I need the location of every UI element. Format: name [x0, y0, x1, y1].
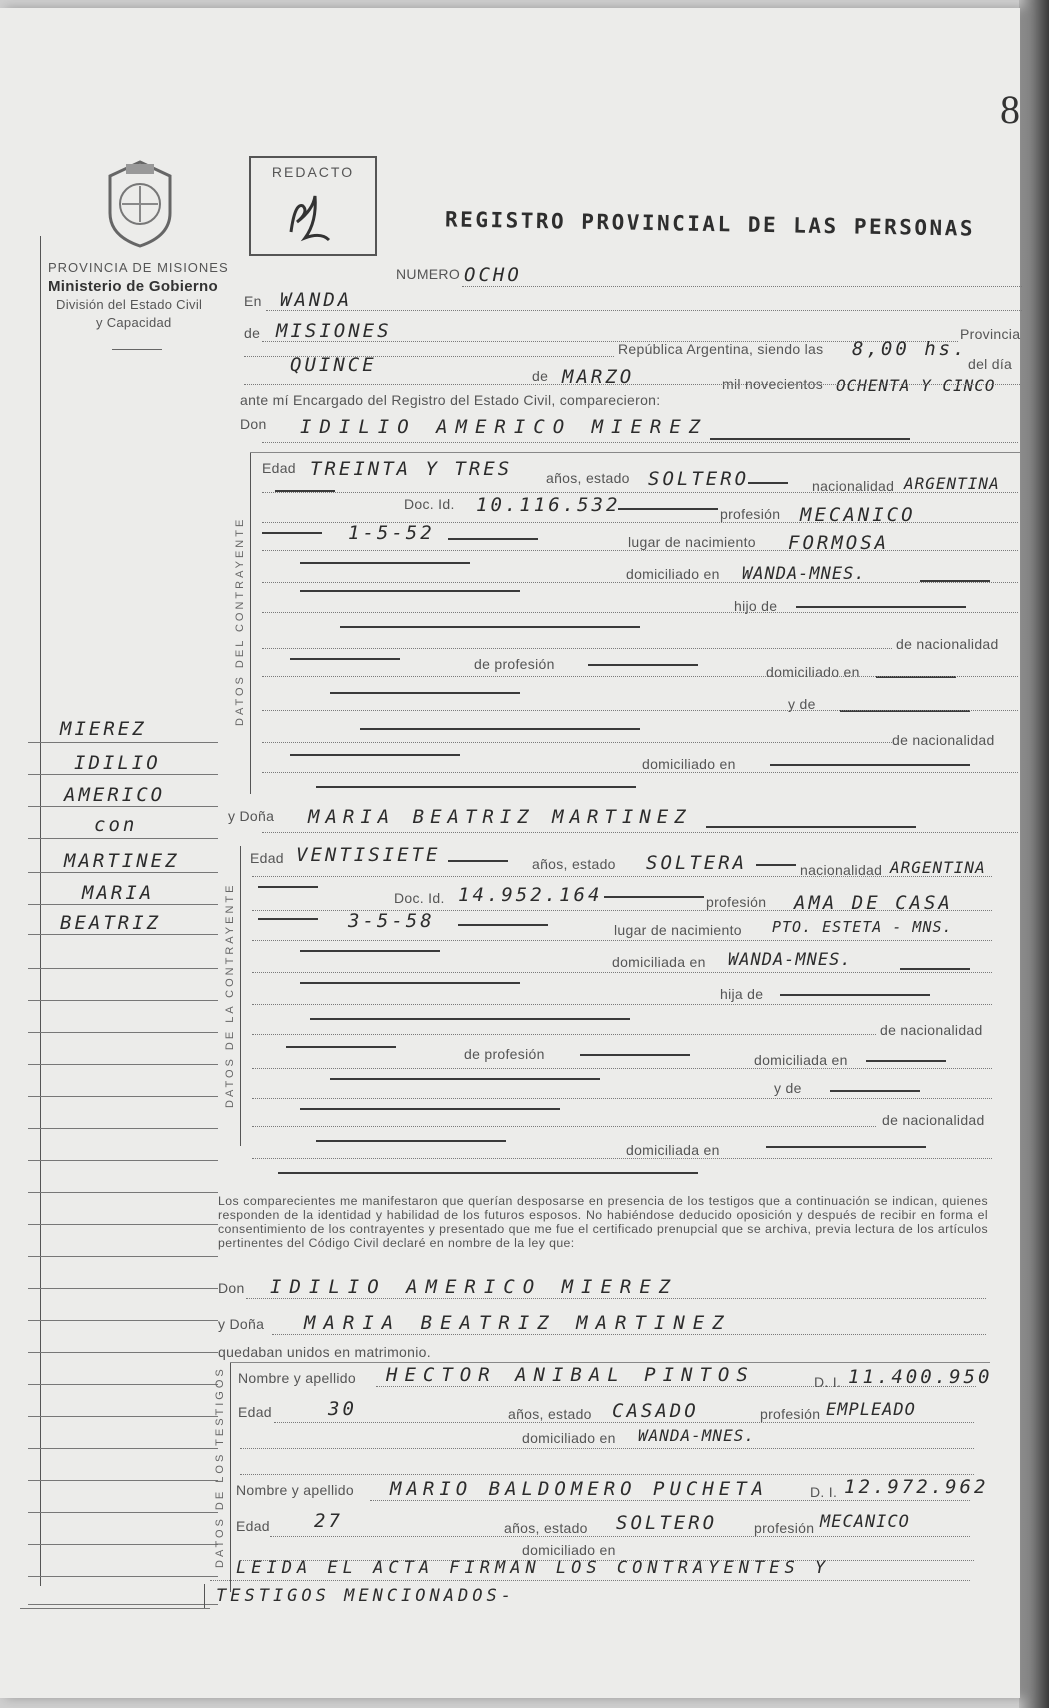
- contrayente-doc: 10.116.532: [476, 494, 621, 516]
- t2-anios-estado-label: años, estado: [504, 1520, 588, 1536]
- numero-label: NUMERO: [396, 266, 461, 282]
- t1-nombre: HECTOR ANIBAL PINTOS: [386, 1364, 755, 1386]
- contrayente-profesion: MECANICO: [800, 504, 916, 526]
- t2-edad: 27: [314, 1510, 343, 1532]
- contrayente-profesion-label: profesión: [720, 506, 781, 522]
- page-number: 8: [1000, 87, 1020, 132]
- testigos-bracket: [230, 1362, 231, 1592]
- t2-nombre-label: Nombre y apellido: [236, 1482, 354, 1498]
- numero-value: OCHO: [464, 264, 522, 286]
- contrayenta-de-nac-label-2: de nacionalidad: [882, 1112, 985, 1128]
- contrayenta-y-de-label: y de: [774, 1080, 802, 1096]
- institution-province: PROVINCIA DE MISIONES: [48, 260, 229, 275]
- unidos-text: quedaban unidos en matrimonio.: [218, 1344, 431, 1360]
- margin-note-2: IDILIO: [74, 752, 161, 774]
- contrayente-estado: SOLTERO: [648, 468, 750, 490]
- mes-value: MARZO: [562, 366, 635, 388]
- mil-label: mil novecientos: [722, 376, 823, 392]
- contrayente-fecha-nac: 1-5-52: [348, 522, 435, 544]
- contrayente-anios-estado-label: años, estado: [546, 470, 630, 486]
- t1-edad-label: Edad: [238, 1404, 272, 1420]
- contrayente-y-de-label: y de: [788, 696, 816, 712]
- contrayenta-edad-label: Edad: [250, 850, 284, 866]
- contrayenta-profesion: AMA DE CASA: [794, 892, 953, 914]
- contrayente-hijo-label: hijo de: [734, 598, 778, 614]
- provincial-emblem: [100, 158, 180, 253]
- contrayenta-profesion-label: profesión: [706, 894, 767, 910]
- t2-di-label: D. I.: [810, 1484, 838, 1500]
- margin-note-7: BEATRIZ: [60, 912, 162, 934]
- redacto-stamp: [249, 156, 377, 256]
- dona-label: y Doña: [228, 808, 275, 824]
- t1-di-label: D. I.: [814, 1374, 842, 1390]
- de-label: de: [244, 325, 261, 341]
- t1-di: 11.400.950: [848, 1366, 993, 1388]
- contrayente-nombre: IDILIO AMERICO MIEREZ: [300, 416, 709, 438]
- book-spine: [1019, 0, 1049, 1708]
- contrayente-edad-label: Edad: [262, 460, 296, 476]
- contrayenta-domicilio-label: domiciliada en: [612, 954, 706, 970]
- hora-value: 8,00 hs.: [852, 338, 968, 360]
- redacto-label: REDACTO: [271, 164, 355, 180]
- contrayente-de-nac-label-1: de nacionalidad: [896, 636, 999, 652]
- margin-note-3: AMERICO: [64, 784, 166, 806]
- contrayenta-dom-label-2: domiciliada en: [626, 1142, 720, 1158]
- contrayente-side-label: DATOS DEL CONTRAYENTE: [234, 516, 246, 726]
- contrayente-domicilio-label: domiciliado en: [626, 566, 720, 582]
- declaration-don-value: IDILIO AMERICO MIEREZ: [270, 1276, 679, 1298]
- t1-anios-estado-label: años, estado: [508, 1406, 592, 1422]
- declaration-dona-value: MARIA BEATRIZ MARTINEZ: [304, 1312, 732, 1334]
- margin-note-1: MIEREZ: [60, 718, 147, 740]
- de-mes-label: de: [532, 368, 549, 384]
- contrayente-edad: TREINTA Y TRES: [310, 458, 513, 480]
- contrayenta-fecha-nac: 3-5-58: [348, 910, 435, 932]
- contrayente-domicilio: WANDA-MNES.: [742, 564, 866, 584]
- contrayenta-lugar-label: lugar de nacimiento: [614, 922, 742, 938]
- contrayenta-nacionalidad: ARGENTINA: [890, 858, 986, 877]
- contrayenta-edad: VENTISIETE: [296, 844, 441, 866]
- contrayenta-nombre: MARIA BEATRIZ MARTINEZ: [308, 806, 692, 828]
- contrayente-lugar-label: lugar de nacimiento: [628, 534, 756, 550]
- t1-profesion-label: profesión: [760, 1406, 821, 1422]
- contrayenta-hija-label: hija de: [720, 986, 764, 1002]
- contrayenta-side-label: DATOS DE LA CONTRAYENTE: [224, 882, 236, 1108]
- register-page: [0, 8, 1020, 1698]
- provincia-label: Provincia: [960, 326, 1021, 342]
- page-title: REGISTRO PROVINCIAL DE LAS PERSONAS: [444, 207, 976, 241]
- declaration-dona-label: y Doña: [218, 1316, 265, 1332]
- contrayenta-anios-estado-label: años, estado: [532, 856, 616, 872]
- contrayente-dom-label: domiciliado en: [766, 664, 860, 680]
- testigos-side-label: DATOS DE LOS TESTIGOS: [214, 1366, 226, 1568]
- en-label: En: [244, 293, 262, 309]
- closing-line-2: TESTIGOS MENCIONADOS-: [216, 1586, 515, 1606]
- dia-value: QUINCE: [290, 354, 377, 376]
- t2-estado: SOLTERO: [616, 1512, 718, 1534]
- de-value: MISIONES: [276, 320, 392, 342]
- contrayente-doc-label: Doc. Id.: [404, 496, 455, 512]
- del-dia-label: del día: [968, 356, 1013, 372]
- contrayenta-bracket: [240, 846, 241, 1146]
- institution-capacity: y Capacidad: [96, 315, 172, 330]
- contrayenta-doc: 14.952.164: [458, 884, 603, 906]
- closing-line-1: LEIDA EL ACTA FIRMAN LOS CONTRAYENTES Y: [236, 1558, 831, 1578]
- t1-nombre-label: Nombre y apellido: [238, 1370, 356, 1386]
- declaration-don-label: Don: [218, 1280, 245, 1296]
- t2-profesion: MECANICO: [820, 1512, 910, 1532]
- initials-signature: [251, 182, 371, 252]
- contrayenta-domicilio: WANDA-MNES.: [728, 950, 852, 970]
- declaration-text: Los comparecientes me manifestaron que querían desposarse en presencia de los testigos que a continuación se indican, quienes responden de la identidad y habilidad de los futuros esposos. No habiéndose deducido oposición y después de recibir en forma el consentimiento de los contrayentes y presentado que me fue el certificado prenupcial que se archiva, previa lectura de los artículos pertinentes del Código Civil declaré en nombre de la ley que:: [218, 1194, 988, 1250]
- contrayenta-doc-label: Doc. Id.: [394, 890, 445, 906]
- don-label: Don: [240, 416, 267, 432]
- t1-domicilio-label: domiciliado en: [522, 1430, 616, 1446]
- t2-nombre: MARIO BALDOMERO PUCHETA: [390, 1478, 769, 1500]
- t1-estado: CASADO: [612, 1400, 699, 1422]
- institution-ministry: Ministerio de Gobierno: [48, 278, 218, 295]
- contrayenta-de-nac-label-1: de nacionalidad: [880, 1022, 983, 1038]
- t2-di: 12.972.962: [844, 1476, 989, 1498]
- t2-edad-label: Edad: [236, 1518, 270, 1534]
- contrayente-bracket: [250, 452, 251, 794]
- ante-label: ante mí Encargado del Registro del Estado Civil, comparecieron:: [240, 392, 661, 408]
- contrayente-nacionalidad: ARGENTINA: [904, 474, 1000, 493]
- margin-note-4: con: [94, 814, 138, 836]
- t2-profesion-label: profesión: [754, 1520, 815, 1536]
- institution-division: División del Estado Civil: [56, 297, 203, 312]
- contrayenta-estado: SOLTERA: [646, 852, 748, 874]
- contrayenta-lugar: PTO. ESTETA - MNS.: [772, 918, 953, 936]
- institution-rule: [112, 349, 162, 350]
- contrayenta-dom-label: domiciliada en: [754, 1052, 848, 1068]
- margin-note-5: MARTINEZ: [64, 850, 180, 872]
- margin-note-6: MARIA: [82, 882, 155, 904]
- t2-domicilio-label: domiciliado en: [522, 1542, 616, 1558]
- anio-value: OCHENTA Y CINCO: [836, 376, 996, 395]
- contrayente-de-nac-label-2: de nacionalidad: [892, 732, 995, 748]
- contrayente-nacionalidad-label: nacionalidad: [812, 478, 895, 494]
- contrayente-lugar: FORMOSA: [788, 532, 890, 554]
- contrayenta-nacionalidad-label: nacionalidad: [800, 862, 883, 878]
- republica-label: República Argentina, siendo las: [618, 341, 824, 357]
- t1-profesion: EMPLEADO: [826, 1400, 916, 1420]
- t1-edad: 30: [328, 1398, 357, 1420]
- contrayente-dom-label-2: domiciliado en: [642, 756, 736, 772]
- t1-domicilio: WANDA-MNES.: [638, 1426, 755, 1445]
- contrayenta-de-prof-label: de profesión: [464, 1046, 545, 1062]
- en-value: WANDA: [280, 289, 353, 311]
- contrayente-de-prof-label: de profesión: [474, 656, 555, 672]
